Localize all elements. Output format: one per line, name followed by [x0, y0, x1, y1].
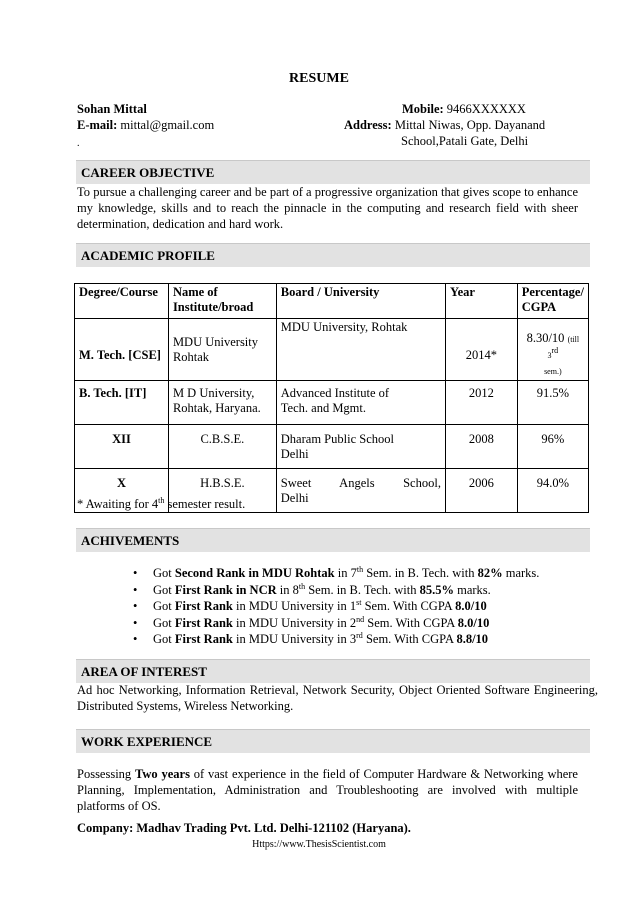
academic-profile-heading: ACADEMIC PROFILE [76, 243, 590, 267]
page-title: RESUME [289, 71, 349, 86]
mobile-line [402, 101, 526, 117]
table-header-row [75, 284, 589, 319]
col-year: Year [445, 284, 517, 319]
cell-percentage: 8.30/10 (till 3rd sem.) [517, 319, 588, 381]
table-row [75, 381, 589, 425]
email-line [77, 117, 214, 133]
career-objective-heading: CAREER OBJECTIVE [76, 160, 590, 184]
list-item: • Got First Rank in MDU University in 2nd Sem. With CGPA 8.0/10 [131, 615, 539, 632]
cell-board: Dharam Public School Delhi [276, 425, 445, 469]
cell-percentage: 91.5% [517, 381, 588, 425]
table-row [75, 425, 589, 469]
email-value: mittal@gmail.com [120, 118, 215, 132]
area-of-interest-text: Ad hoc Networking, Information Retrieval, Network Security, Object Oriented Software Engineering, Distributed Systems, Wireless Networking. [77, 683, 598, 713]
academic-table [74, 283, 589, 513]
area-of-interest-heading: AREA OF INTEREST [76, 659, 590, 683]
footer-url[interactable]: Https://www.ThesisScientist.com [252, 839, 386, 850]
col-degree: Degree/Course [75, 284, 169, 319]
header-dot: . [77, 138, 80, 149]
address-line2: School,Patali Gate, Delhi [401, 134, 529, 148]
mobile-value: 9466XXXXXX [446, 102, 526, 116]
work-experience-heading: WORK EXPERIENCE [76, 729, 590, 753]
list-item: • Got First Rank in MDU University in 3rd Sem. With CGPA 8.8/10 [131, 631, 539, 648]
email-label: E-mail: [77, 118, 118, 132]
cell-year: 2014* [445, 319, 517, 381]
awaiting-note: * Awaiting for 4th semester result. [77, 495, 246, 511]
cell-percentage: 96% [517, 425, 588, 469]
address-line1: Mittal Niwas, Opp. Dayanand [394, 118, 546, 132]
cell-institute: H.B.S.E. [168, 469, 276, 513]
company-line: Company: Madhav Trading Pvt. Ltd. Delhi-121102 (Haryana). [77, 821, 411, 835]
cell-year: 2012 [445, 381, 517, 425]
col-board: Board / University [276, 284, 445, 319]
career-objective-text: To pursue a challenging career and be part of a progressive organization that gives scope to enhance my knowledge, skills and to reach the pinnacle in the computing and research field with sheer determination, dedication and hard work. [77, 185, 578, 231]
cell-percentage: 94.0% [517, 469, 588, 513]
candidate-name: Sohan Mittal [77, 102, 147, 116]
list-item: • Got Second Rank in MDU Rohtak in 7th Sem. in B. Tech. with 82% marks. [131, 565, 539, 582]
mobile-label: Mobile: [402, 102, 444, 116]
col-percentage: Percentage/ CGPA [517, 284, 588, 319]
table-row [75, 319, 589, 381]
cell-year: 2008 [445, 425, 517, 469]
cell-institute: M D University, Rohtak, Haryana. [168, 381, 276, 425]
address-label: Address: [344, 118, 392, 132]
cell-year: 2006 [445, 469, 517, 513]
cell-institute: MDU University Rohtak [168, 319, 276, 381]
achievements-list [131, 565, 539, 648]
cell-degree: XII [75, 425, 169, 469]
list-item: • Got First Rank in MDU University in 1st Sem. With CGPA 8.0/10 [131, 598, 539, 615]
cell-degree: B. Tech. [IT] [75, 381, 169, 425]
address-line [344, 117, 545, 133]
col-institute: Name of Institute/broad [168, 284, 276, 319]
achievements-heading: ACHIVEMENTS [76, 528, 590, 552]
list-item: • Got First Rank in NCR in 8th Sem. in B. Tech. with 85.5% marks. [131, 582, 539, 599]
cell-institute: C.B.S.E. [168, 425, 276, 469]
cell-board: Advanced Institute of Tech. and Mgmt. [276, 381, 445, 425]
cell-board: MDU University, Rohtak [276, 319, 445, 381]
cell-board: Sweet Angels School, Delhi [276, 469, 445, 513]
cell-degree: M. Tech. [CSE] [75, 319, 169, 381]
work-experience-text: Possessing Two years of vast experience in the field of Computer Hardware & Networking where Planning, Implementation, Administration and Troubleshooting are involved with multiple platforms of OS. [77, 767, 578, 813]
cell-degree: X [75, 469, 169, 513]
